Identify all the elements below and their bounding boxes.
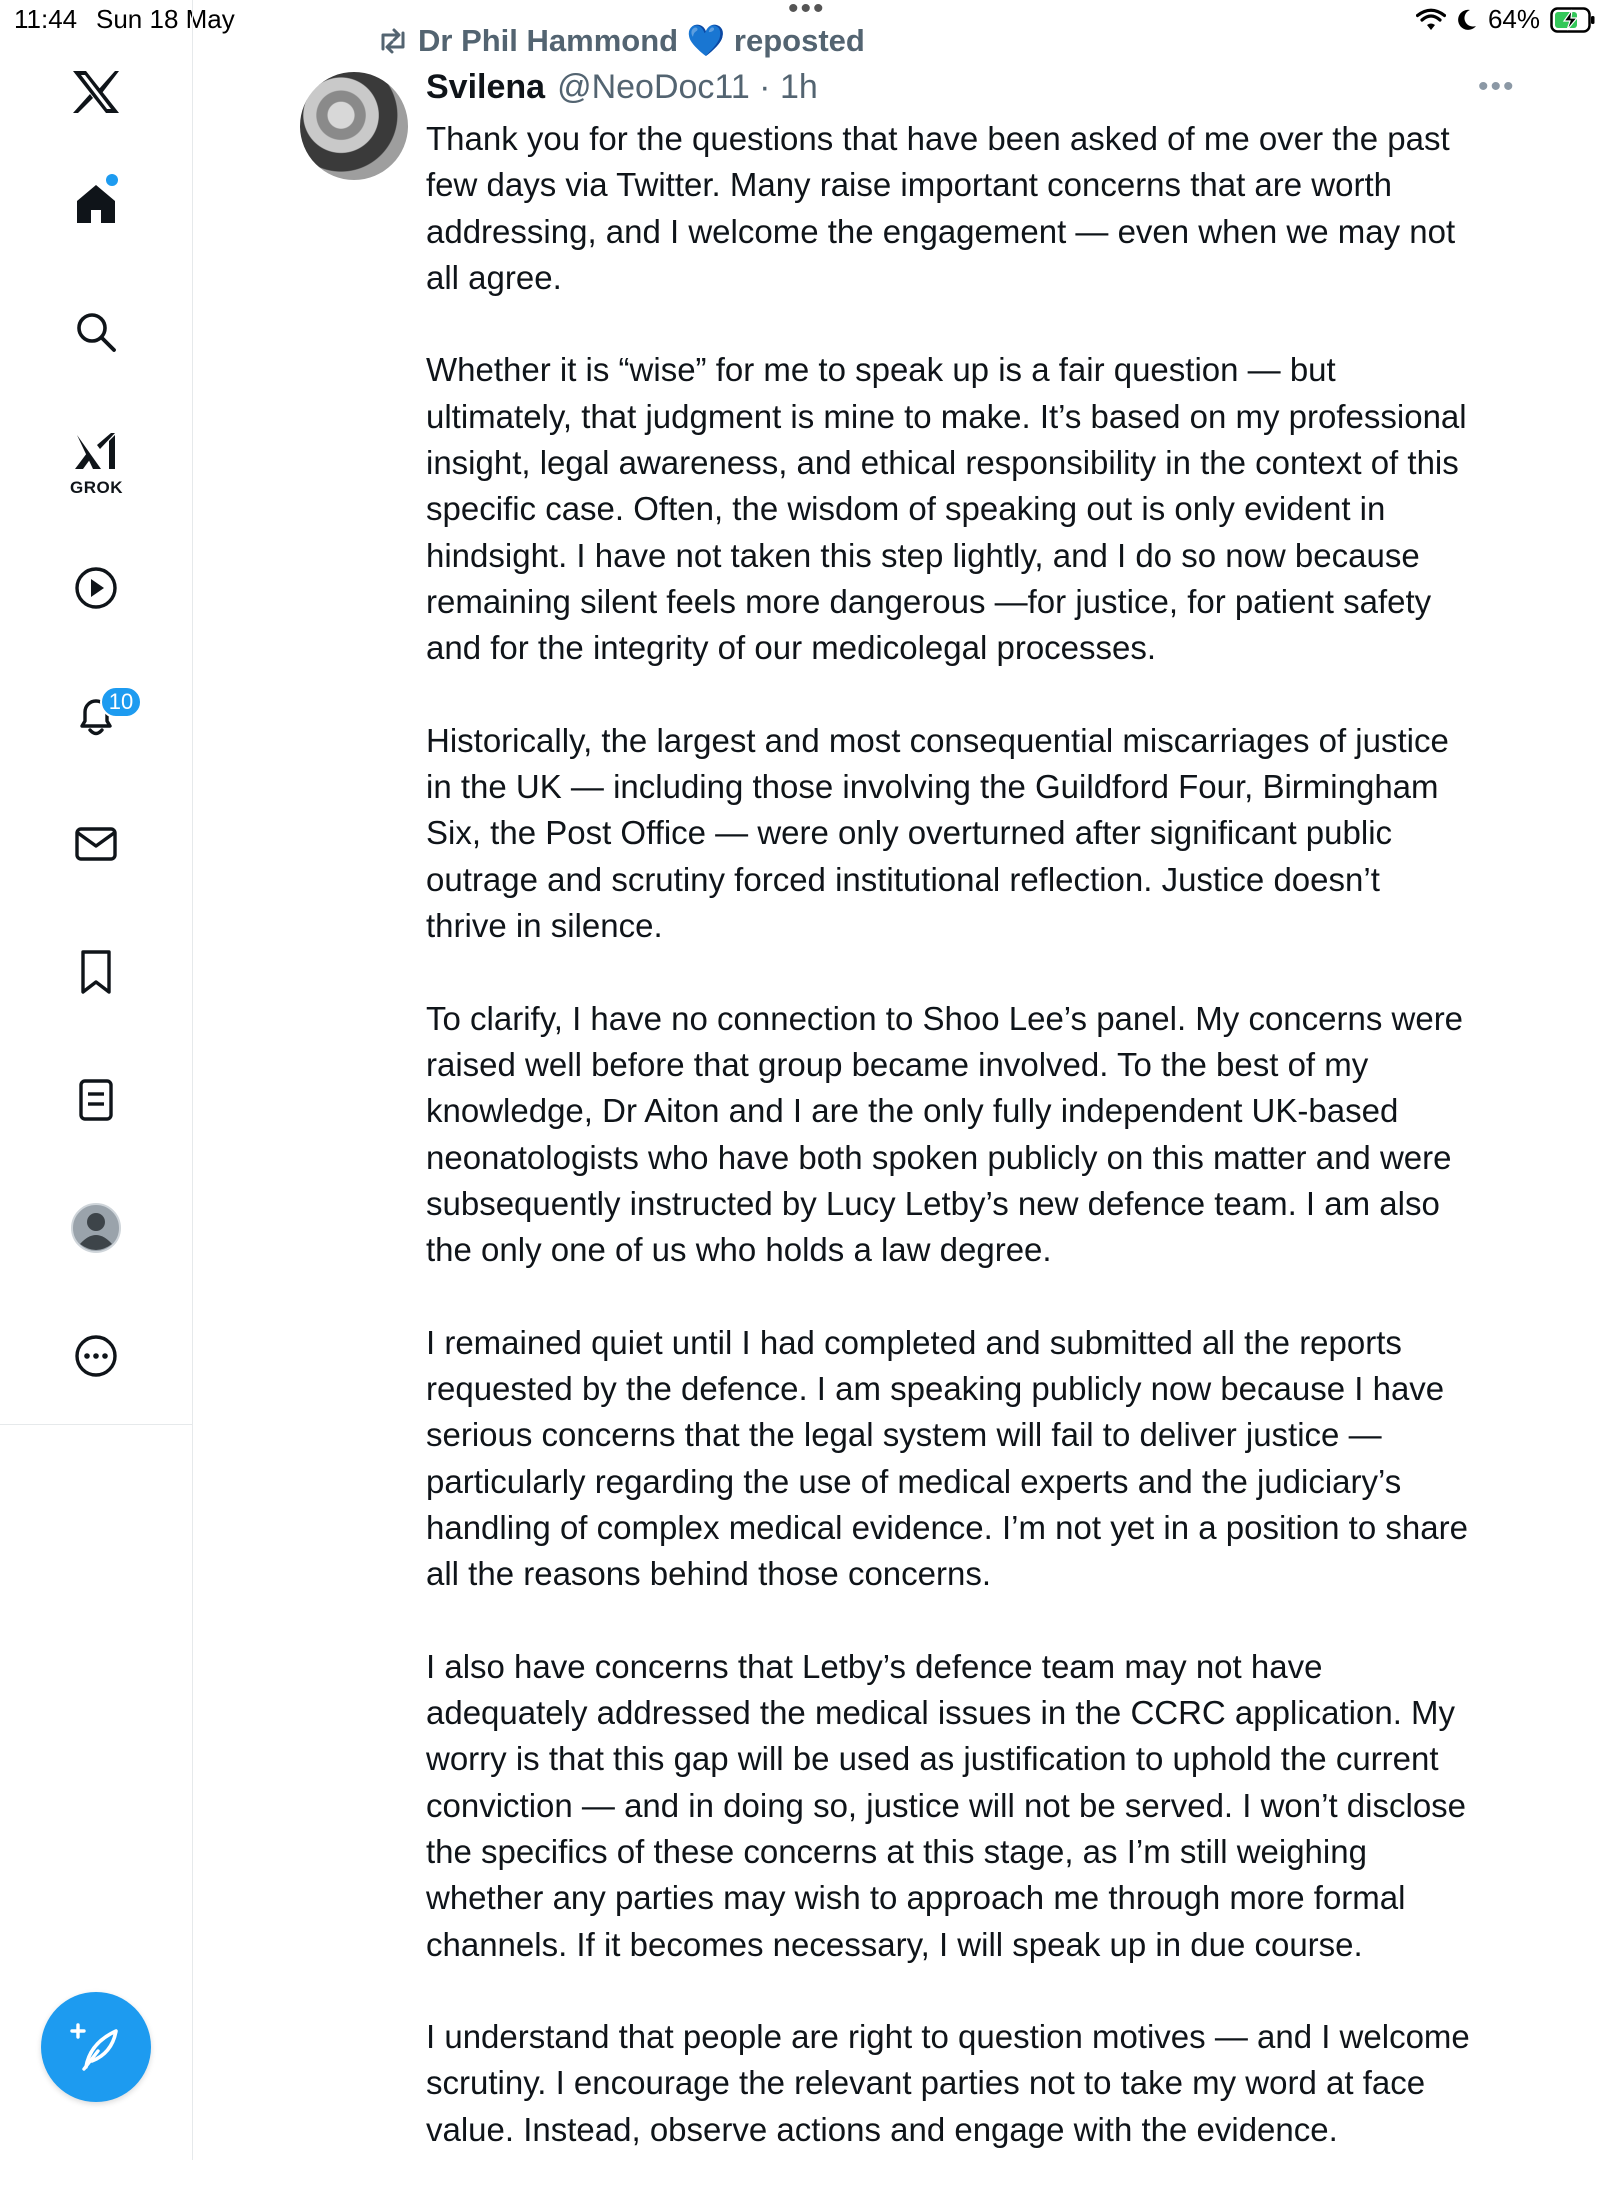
battery-charging-icon	[1550, 7, 1596, 33]
repost-label[interactable]: Dr Phil Hammond 💙 reposted	[418, 23, 865, 58]
moon-icon	[1456, 8, 1478, 32]
home-unread-dot	[106, 174, 118, 186]
tweet-paragraph: Whether it is “wise” for me to speak up is a fair question — but ultimately, that judgment is mine to make. It’s based on my professional insight, legal awareness, and ethical responsibility in the context of this specific case. Often, the wisdom of speaking out is only evident in hindsight. I have not taken this step lightly, and I do so now because remaining silent feels more dangerous —for justice, for patient safety and for the integrity of our medicolegal processes.	[426, 351, 1467, 667]
grok-label: GROK	[70, 478, 123, 497]
tweet-paragraph: I remained quiet until I had completed and submitted all the reports requested by the defence. I am speaking publicly now because I have serious concerns that the legal system will fail to deliver justice — particularly regarding the use of medical experts and the judiciary’s handling of complex medical evidence. I’m not yet in a position to share all the reasons behind those concerns.	[426, 1323, 1468, 1593]
notifications-badge: 10	[100, 686, 142, 718]
wifi-icon	[1416, 8, 1446, 32]
multitasking-dots-icon[interactable]: •••	[788, 0, 826, 25]
tweet-paragraph: I also have concerns that Letby’s defence team may not have adequately addressed the medical issues in the CCRC application. My worry is that this gap will be used as justification to uphold the current conviction — and in doing so, justice will not be served. I won’t disclose the specifics of these concerns at this stage, as I’m still weighing whether any parties may wish to approach me through more formal channels. If it becomes necessary, I will speak up in due course.	[426, 1647, 1467, 1963]
messages-envelope-icon[interactable]	[68, 816, 124, 872]
x-logo-icon[interactable]	[68, 64, 124, 120]
video-play-icon[interactable]	[68, 560, 124, 616]
lists-icon[interactable]	[68, 1072, 124, 1128]
compose-post-button[interactable]	[41, 1992, 151, 2102]
more-options-icon[interactable]	[68, 1328, 124, 1384]
tweet-paragraph: Historically, the largest and most consequential miscarriages of justice in the UK — including those involving the Guildford Four, Birmingham Six, the Post Office — were only overturned after significant public outrage and scrutiny forced institutional reflection. Justice doesn’t thrive in silence.	[426, 721, 1449, 945]
author-name[interactable]: Svilena	[426, 68, 546, 106]
profile-avatar-icon[interactable]	[68, 1200, 124, 1256]
tweet-text	[426, 116, 1526, 2199]
tweet-paragraph: Thank you for the questions that have been asked of me over the past few days via Twitter. Many raise important concerns that are worth addressing, and I welcome the engagement — even when we may not all agree.	[426, 120, 1456, 296]
battery-percent: 64%	[1487, 4, 1540, 34]
search-icon[interactable]	[68, 304, 124, 360]
sidebar-divider	[192, 1424, 193, 2160]
author-avatar[interactable]	[300, 72, 408, 180]
compose-feather-icon	[68, 2021, 124, 2073]
author-handle[interactable]: @NeoDoc11 · 1h	[557, 68, 818, 106]
status-time: 11:44	[14, 4, 78, 34]
tweet-paragraph: To clarify, I have no connection to Shoo Lee’s panel. My concerns were raised well before that group became involved. To the best of my knowledge, Dr Aiton and I are the only fully independent UK-based neonatologists who have both spoken publicly on this matter and were subsequently instructed by Lucy Letby’s new defence team. I am also the only one of us who holds a law degree.	[426, 999, 1464, 1269]
status-indicators	[1416, 4, 1596, 35]
tweet-more-options-icon[interactable]: •••	[1478, 70, 1516, 103]
repost-context	[376, 22, 865, 59]
grok-icon[interactable]	[68, 424, 124, 480]
tweet-header	[426, 68, 818, 107]
sidebar	[0, 0, 193, 1425]
tweet-paragraph: I understand that people are right to question motives — and I welcome scrutiny. I encourage the relevant parties not to take my word at face value. Instead, observe actions and engage with the evidence.	[426, 2018, 1470, 2148]
bookmarks-icon[interactable]	[68, 944, 124, 1000]
status-date: Sun 18 May	[96, 4, 235, 34]
repost-icon	[376, 27, 410, 55]
